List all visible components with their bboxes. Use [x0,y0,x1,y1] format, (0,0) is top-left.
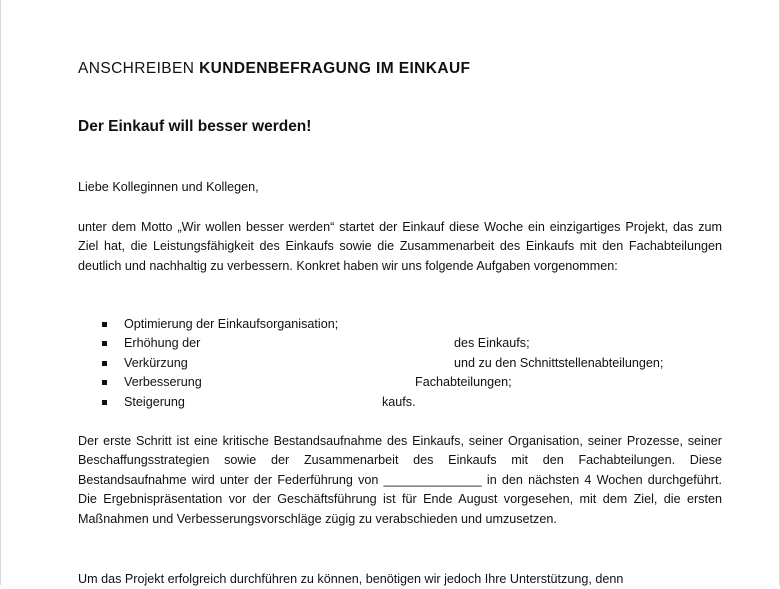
heading-prefix: ANSCHREIBEN [78,60,195,77]
list-item-text-start: Steigerung [124,394,185,409]
list-item-text-end: des Einkaufs; [454,336,530,351]
bullet-icon [102,361,107,366]
list-item-text-start: Verbesserung [124,375,202,390]
list-item-text: Optimierung der Einkaufsorganisation; [124,317,339,331]
page-edge-left [0,0,1,585]
list-item [100,315,663,334]
heading-title: KUNDENBEFRAGUNG IM EINKAUF [199,60,471,77]
subheading: Der Einkauf will besser werden! [78,118,312,135]
list-item-text-end: kaufs. [382,394,416,409]
bullet-icon [102,380,107,385]
list-item [100,393,663,412]
list-item-text-start: Verkürzung [124,355,188,370]
list-item-text-end: Fachabteilungen; [415,375,512,390]
greeting: Liebe Kolleginnen und Kollegen, [78,180,259,194]
bullet-icon [102,400,107,405]
list-item [100,354,663,373]
list-item-text-start: Erhöhung der [124,336,201,351]
list-item [100,373,663,392]
list-item [100,334,663,353]
bullet-icon [102,341,107,346]
paragraph-intro: unter dem Motto „Wir wollen besser werden“ startet der Einkauf diese Woche ein einzigartiges Projekt, das zum Ziel hat, die Leistungsfähigkeit des Einkaufs sowie die Zusammenarbeit des Einkaufs mit den Fachabteilungen deutlich und nachhaltig zu verbessern. Konkret haben wir uns folgende Aufgaben vorgenommen: [78,220,722,273]
task-list [100,315,663,412]
paragraph-support: Um das Projekt erfolgreich durchführen zu können, benötigen wir jedoch Ihre Unterstützung, denn [78,572,624,586]
document-heading [78,60,470,78]
list-item-text-end: und zu den Schnittstellenabteilungen; [454,355,664,370]
bullet-icon [102,322,107,327]
paragraph-first-step: Der erste Schritt ist eine kritische Bestandsaufnahme des Einkaufs, seiner Organisation, seiner Prozesse, seiner Beschaffungsstrategien sowie der Zusammenarbeit des Einkaufs mit den Fachabteilungen. Diese Bestandsaufnahme wird unter der Federführung von ______________ in den nächsten 4 Wochen durchgeführt. Die Ergebnispräsentation vor der Geschäftsführung ist für Ende August vorgesehen, mit dem Ziel, die ersten Maßnahmen und Verbesserungsvorschläge zügig zu verabschieden und umzusetzen. [78,434,722,526]
